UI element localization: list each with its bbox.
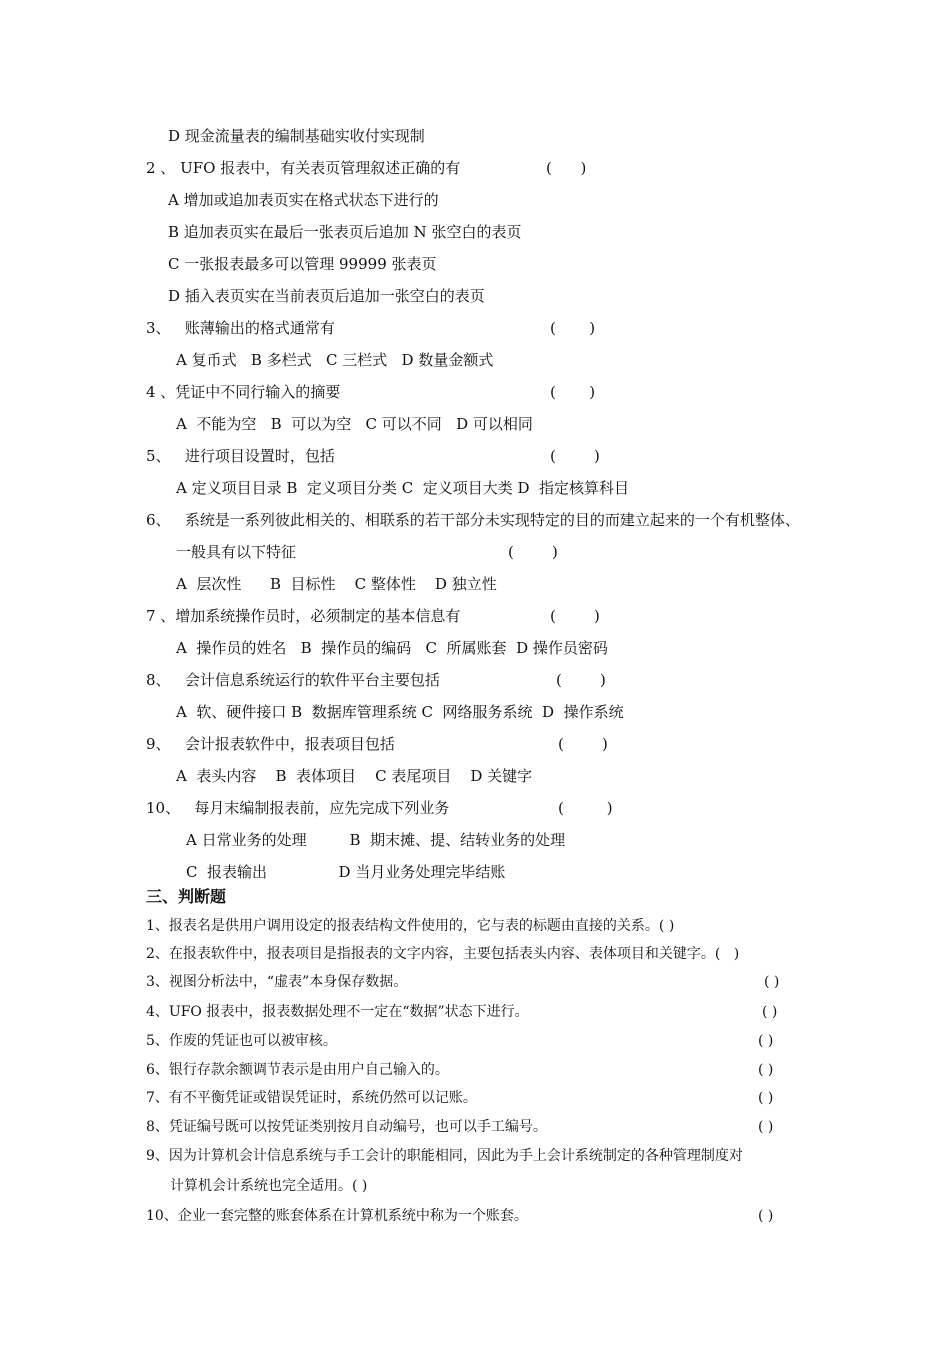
q1-option-d: D 现金流量表的编制基础实收付实现制: [168, 127, 425, 145]
tf-item: 1、报表名是供用户调用设定的报表结构文件使用的，它与表的标题由直接的关系。( ): [146, 918, 675, 934]
q7-options: A 操作员的姓名 B 操作员的编码 C 所属账套 D 操作员密码: [176, 639, 608, 657]
q2-option-d: D 插入表页实在当前表页后追加一张空白的表页: [168, 287, 485, 305]
question-4: 4 、凭证中不同行输入的摘要: [146, 383, 341, 401]
tf-item: 3、视图分析法中，“虚表”本身保存数据。: [146, 974, 408, 990]
section-heading: 三、判断题: [146, 887, 227, 906]
tf-item: 10、企业一套完整的账套体系在计算机系统中称为一个账套。: [146, 1208, 528, 1224]
q10-options-ab: A 日常业务的处理 B 期末摊、提、结转业务的处理: [186, 831, 566, 849]
answer-paren: ( ): [758, 1208, 774, 1224]
answer-paren: ( ): [758, 1062, 774, 1078]
q9-options: A 表头内容 B 表体项目 C 表尾项目 D 关键字: [176, 767, 533, 785]
question-6-cont: 一般具有以下特征: [176, 543, 297, 561]
q10-options-cd: C 报表输出 D 当月业务处理完毕结账: [186, 863, 506, 881]
question-6: 6、 系统是一系列彼此相关的、相联系的若干部分未实现特定的目的而建立起来的一个有机整体、: [146, 511, 800, 529]
question-8: 8、 会计信息系统运行的软件平台主要包括: [146, 671, 440, 689]
q8-options: A 软、硬件接口 B 数据库管理系统 C 网络服务系统 D 操作系统: [176, 703, 624, 721]
q2-option-c: C 一张报表最多可以管理 99999 张表页: [168, 255, 437, 273]
answer-paren: ( ): [556, 671, 606, 689]
answer-paren: ( ): [508, 543, 558, 561]
answer-paren: ( ): [558, 799, 613, 817]
question-7: 7 、增加系统操作员时，必须制定的基本信息有: [146, 607, 461, 625]
tf-item: 8、凭证编号既可以按凭证类别按月自动编号，也可以手工编号。: [146, 1119, 547, 1135]
answer-paren: ( ): [762, 1004, 778, 1020]
q4-options: A 不能为空 B 可以为空 C 可以不同 D 可以相同: [176, 415, 533, 433]
question-5: 5、 进行项目设置时，包括: [146, 447, 335, 465]
answer-paren: ( ): [550, 607, 600, 625]
answer-paren: ( ): [550, 447, 600, 465]
q5-options: A 定义项目目录 B 定义项目分类 C 定义项目大类 D 指定核算科目: [176, 479, 630, 497]
tf-item: 9、因为计算机会计信息系统与手工会计的职能相同，因此为手上会计系统制定的各种管理制度对: [146, 1148, 743, 1164]
tf-item: 2、在报表软件中，报表项目是指报表的文字内容，主要包括表头内容、表体项目和关键字。( ): [146, 946, 740, 962]
question-3: 3、 账薄输出的格式通常有: [146, 319, 335, 337]
answer-paren: ( ): [546, 159, 587, 177]
tf-item: 7、有不平衡凭证或错误凭证时，系统仍然可以记账。: [146, 1090, 477, 1106]
answer-paren: ( ): [758, 1090, 774, 1106]
q6-options: A 层次性 B 目标性 C 整体性 D 独立性: [176, 575, 497, 593]
answer-paren: ( ): [758, 1033, 774, 1049]
tf-item: 6、银行存款余额调节表示是由用户自己输入的。: [146, 1062, 449, 1078]
answer-paren: ( ): [758, 1119, 774, 1135]
answer-paren: ( ): [550, 319, 596, 337]
question-2: 2 、 UFO 报表中，有关表页管理叙述正确的有: [146, 159, 461, 177]
q2-option-a: A 增加或追加表页实在格式状态下进行的: [168, 191, 439, 209]
q2-option-b: B 追加表页实在最后一张表页后追加 N 张空白的表页: [168, 223, 522, 241]
answer-paren: ( ): [550, 383, 596, 401]
question-10: 10、 每月末编制报表前，应先完成下列业务: [146, 799, 450, 817]
tf-item: 5、作废的凭证也可以被审核。: [146, 1033, 337, 1049]
tf-item-cont: 计算机会计系统也完全适用。( ): [170, 1178, 368, 1194]
question-9: 9、 会计报表软件中，报表项目包括: [146, 735, 395, 753]
answer-paren: ( ): [764, 974, 780, 990]
q3-options: A 复币式 B 多栏式 C 三栏式 D 数量金额式: [176, 351, 494, 369]
tf-item: 4、UFO 报表中，报表数据处理不一定在“数据”状态下进行。: [146, 1004, 529, 1020]
answer-paren: ( ): [558, 735, 608, 753]
